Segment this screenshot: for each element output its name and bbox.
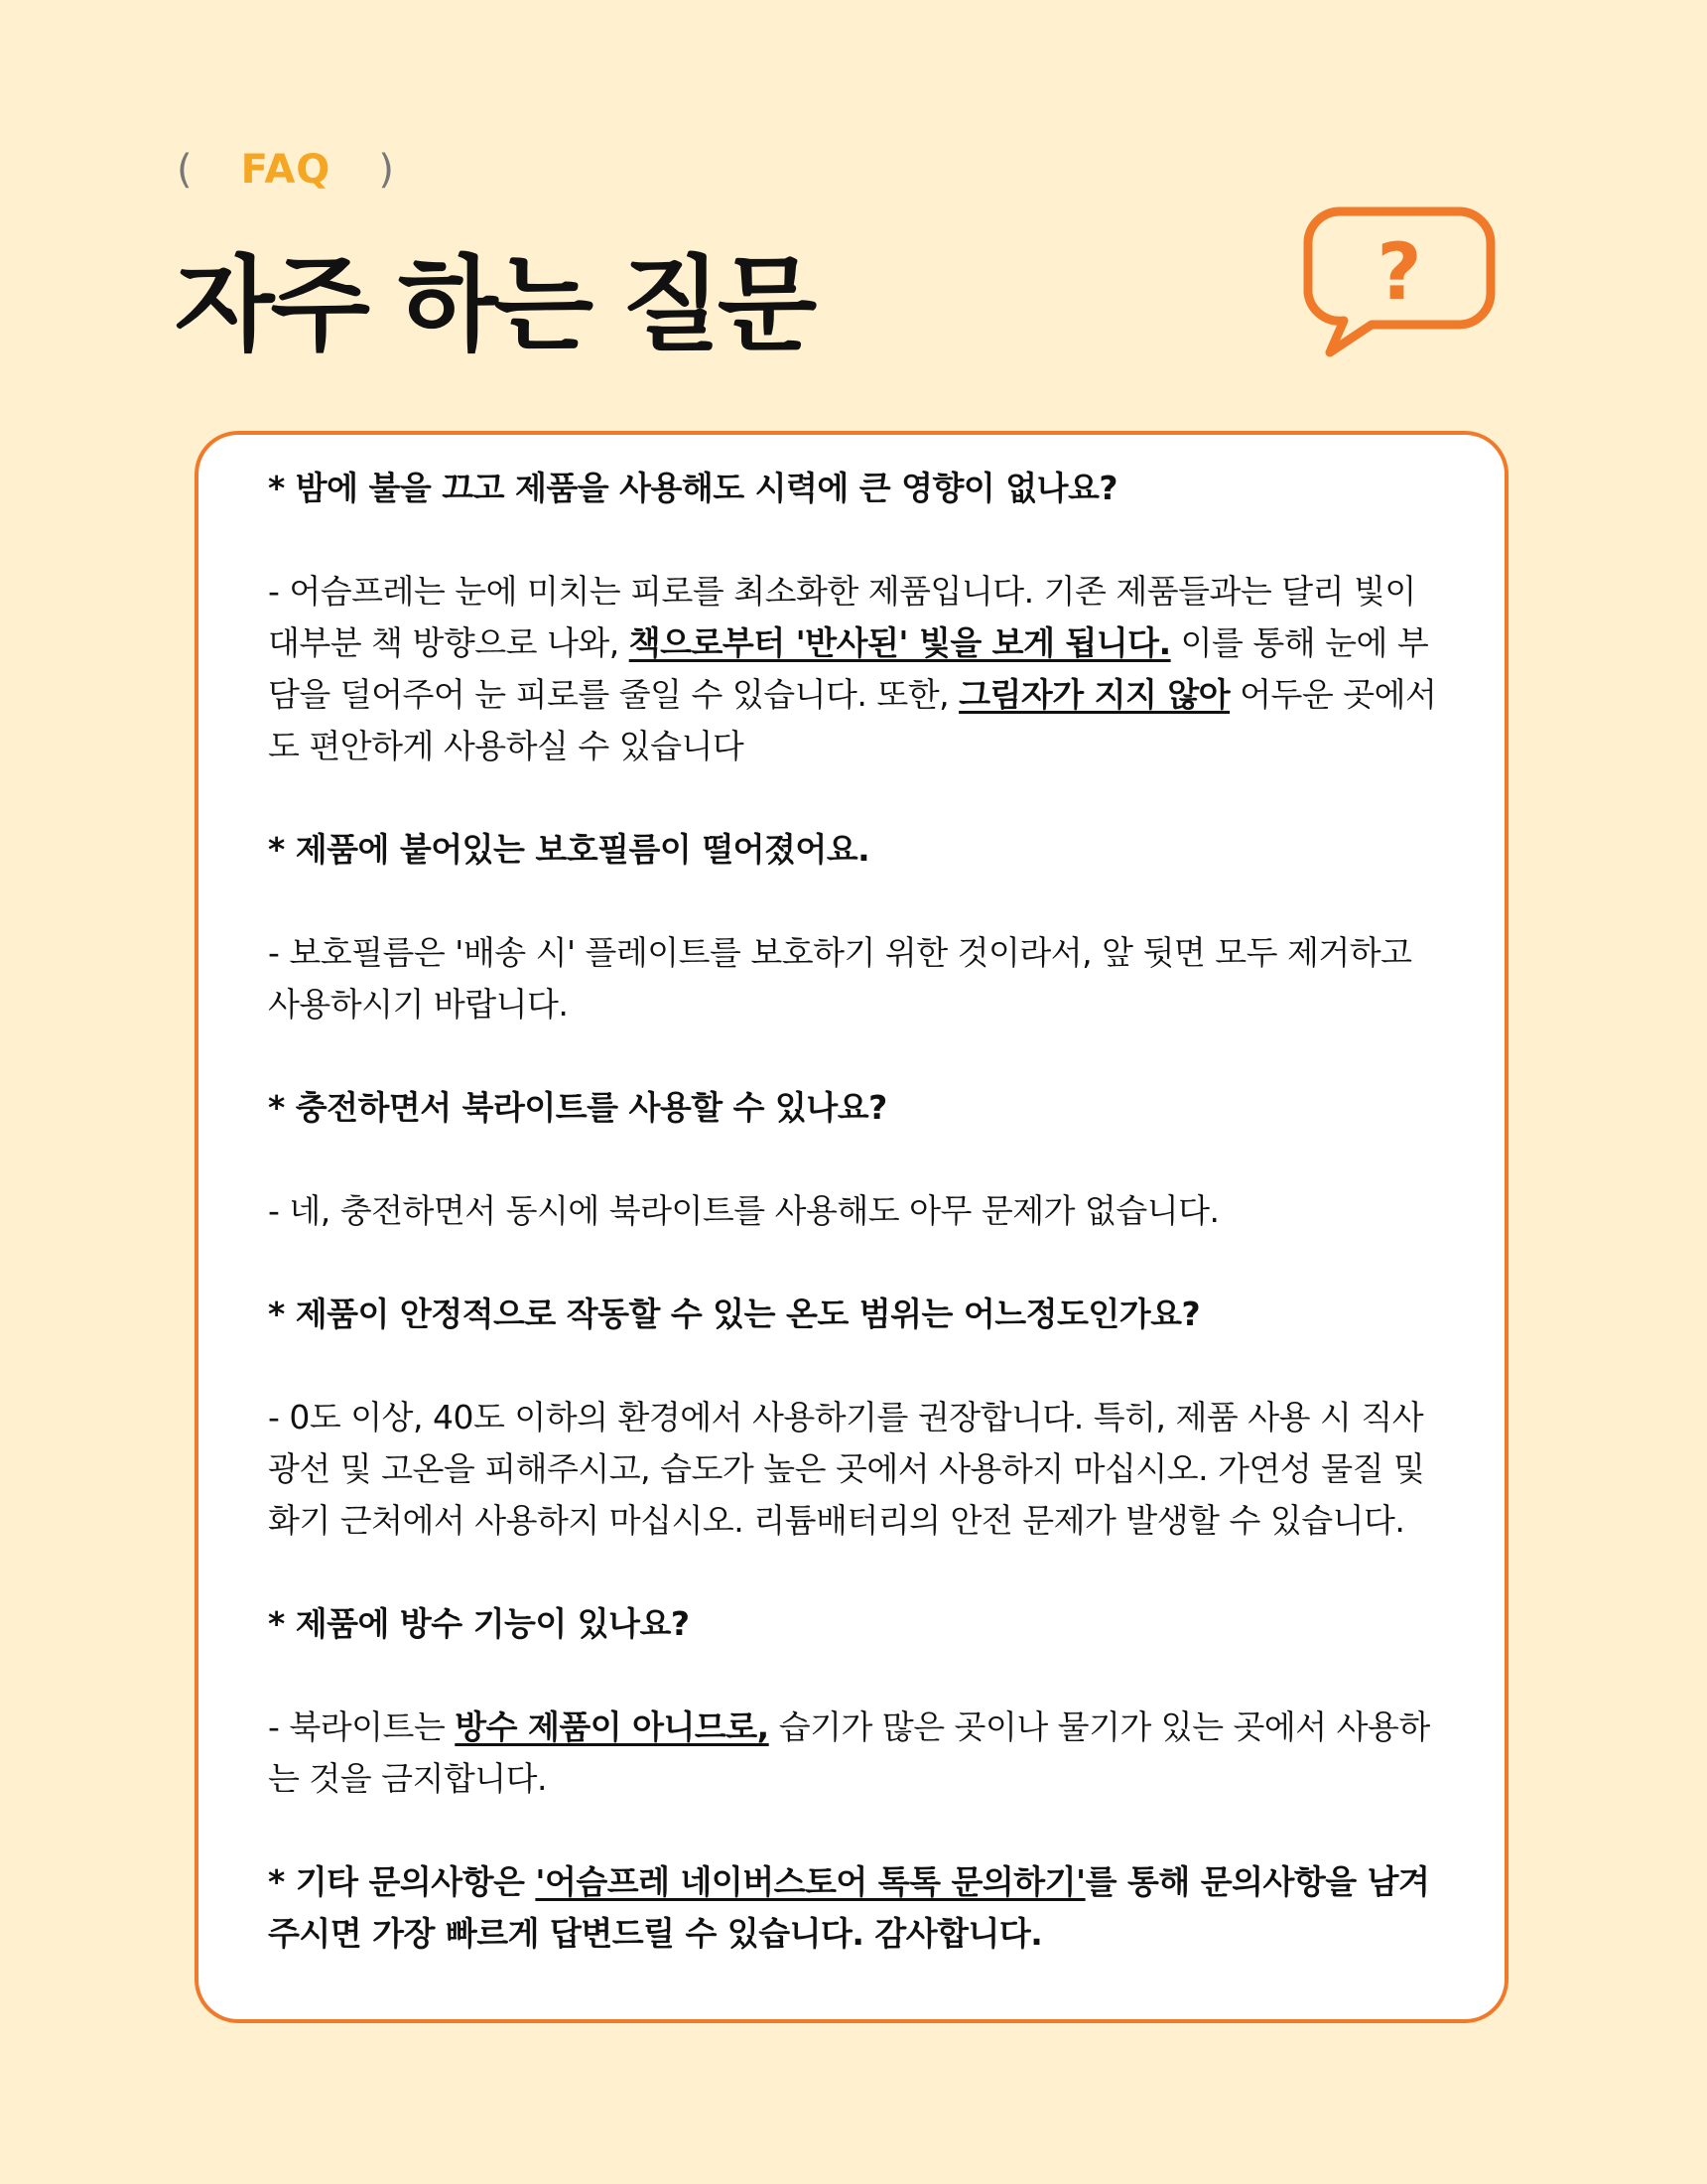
- footer-prefix: * 기타 문의사항은: [268, 1862, 536, 1901]
- footer-note: [268, 1856, 1437, 1960]
- answer-text: 어두운 곳에서도 편안하게 사용하실 수 있습니다: [268, 675, 1437, 765]
- eyebrow-paren-open: (: [177, 147, 194, 193]
- faq-answer: - 보호필름은 '배송 시' 플레이트를 보호하기 위한 것이라서, 앞 뒷면 모두 제거하고 사용하시기 바랍니다.: [268, 933, 1412, 1024]
- faq-tag: FAQ: [240, 147, 331, 193]
- faq-question: * 제품이 안정적으로 작동할 수 있는 온도 범위는 어느정도인가요?: [268, 1295, 1201, 1333]
- faq-answer: [268, 566, 1437, 772]
- faq-question: * 제품에 방수 기능이 있나요?: [268, 1604, 690, 1643]
- page-title: 자주 하는 질문: [175, 244, 814, 365]
- faq-answer: [268, 1702, 1437, 1805]
- eyebrow-paren-close: ): [378, 147, 395, 193]
- answer-text: 습기가 많은 곳이나 물기가 있는 곳에서 사용하는 것을 금지합니다.: [268, 1707, 1430, 1798]
- faq-item: [268, 463, 1437, 772]
- faq-answer: - 네, 충전하면서 동시에 북라이트를 사용해도 아무 문제가 없습니다.: [268, 1191, 1220, 1230]
- answer-text: 이를 통해 눈에 부담을 덜어주어 눈 피로를 줄일 수 있습니다. 또한,: [268, 623, 1429, 714]
- question-bubble-icon: [1300, 204, 1499, 364]
- faq-item: [268, 824, 1437, 1030]
- faq-card: [195, 431, 1509, 2023]
- answer-underline: 그림자가 지지 않아: [959, 675, 1231, 714]
- faq-question: * 밤에 불을 끄고 제품을 사용해도 시력에 큰 영향이 없나요?: [268, 469, 1117, 507]
- faq-item: [268, 1082, 1437, 1237]
- inquiry-link[interactable]: '어슴프레 네이버스토어 톡톡 문의하기': [535, 1862, 1086, 1901]
- answer-text: - 어슴프레는 눈에 미치는 피로를 최소화한 제품입니다. 기존 제품들과는 달리 빛이 대부분 책 방향으로 나와,: [268, 572, 1416, 662]
- faq-item: [268, 1598, 1437, 1805]
- faq-item: [268, 1289, 1437, 1547]
- svg-text:?: ?: [1377, 228, 1422, 318]
- footer-suffix: 를 통해 문의사항을 남겨주시면 가장 빠르게 답변드릴 수 있습니다. 감사합니다.: [268, 1862, 1430, 1953]
- faq-question: * 충전하면서 북라이트를 사용할 수 있나요?: [268, 1088, 887, 1127]
- faq-answer: - 0도 이상, 40도 이하의 환경에서 사용하기를 권장합니다. 특히, 제품 사용 시 직사 광선 및 고온을 피해주시고, 습도가 높은 곳에서 사용하지 마십시오. 가연성 물질 및 화기 근처에서 사용하지 마십시오. 리튬배터리의 안전 문제가 발생할 수 있습니다.: [268, 1398, 1425, 1540]
- answer-underline: 방수 제품이 아니므로,: [455, 1707, 769, 1746]
- answer-underline: 책으로부터 '반사된' 빛을 보게 됩니다.: [628, 623, 1171, 662]
- faq-question: * 제품에 붙어있는 보호필름이 떨어졌어요.: [268, 830, 870, 869]
- answer-text: - 북라이트는: [268, 1707, 456, 1746]
- faq-eyebrow: [177, 147, 395, 193]
